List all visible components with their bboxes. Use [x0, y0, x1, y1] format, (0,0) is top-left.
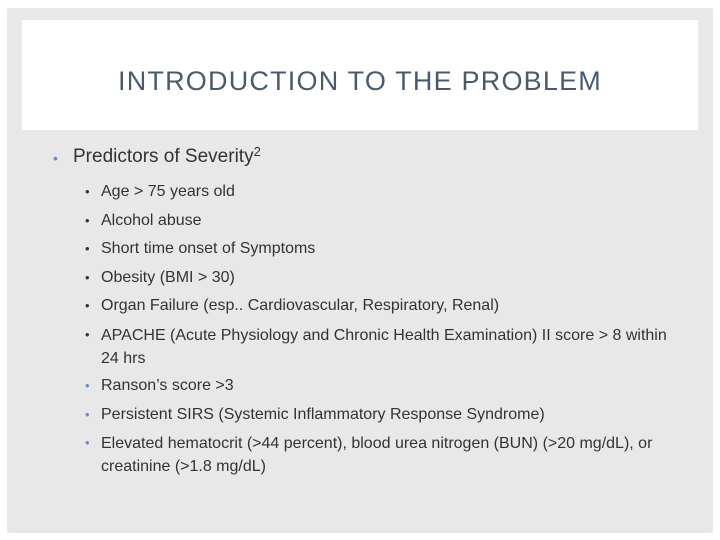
bullet-icon: • — [85, 435, 90, 451]
list-item-text: Short time onset of Symptoms — [101, 240, 316, 258]
bullet-icon: • — [53, 150, 58, 166]
slide — [7, 8, 713, 533]
slide-content — [7, 8, 713, 533]
slide-title: INTRODUCTION TO THE PROBLEM — [118, 65, 602, 96]
list-item-text: Elevated hematocrit (>44 percent), blood urea nitrogen (BUN) (>20 mg/dL), or creatinine (>1.8 mg/dL) — [101, 435, 653, 476]
main-bullet — [53, 145, 261, 170]
list-item — [85, 321, 685, 372]
list-item-text: Obesity (BMI > 30) — [101, 268, 235, 286]
main-bullet-text — [73, 145, 261, 170]
list-item — [85, 429, 685, 480]
bullet-icon: • — [85, 184, 90, 199]
list-item-text: APACHE (Acute Physiology and Chronic Health Examination) II score > 8 within 24 hrs — [101, 326, 667, 367]
bullet-icon: • — [85, 212, 90, 228]
bullet-icon: • — [85, 241, 90, 257]
list-item — [85, 178, 685, 207]
heading-text: Predictors of Severity — [73, 146, 254, 167]
list-item-text: Alcohol abuse — [101, 211, 202, 229]
list-item — [85, 207, 685, 236]
list-item — [85, 401, 685, 430]
list-item — [85, 372, 685, 401]
bullet-icon: • — [85, 298, 90, 314]
list-item — [85, 235, 685, 264]
bullet-icon: • — [85, 269, 90, 285]
heading-superscript: 2 — [253, 144, 261, 159]
list-item — [85, 264, 685, 293]
list-item-text: Ranson’s score >3 — [101, 376, 234, 394]
bullet-icon: • — [85, 326, 90, 342]
bullet-icon: • — [85, 377, 90, 393]
list-item-text: Organ Failure (esp.. Cardiovascular, Respiratory, Renal) — [101, 297, 500, 315]
list-item-text: Persistent SIRS (Systemic Inflammatory Response Syndrome) — [101, 405, 545, 423]
list-item — [85, 292, 685, 321]
bullet-icon: • — [85, 406, 90, 422]
list-item-text: Age > 75 years old — [101, 183, 235, 200]
predictor-list — [85, 178, 685, 480]
